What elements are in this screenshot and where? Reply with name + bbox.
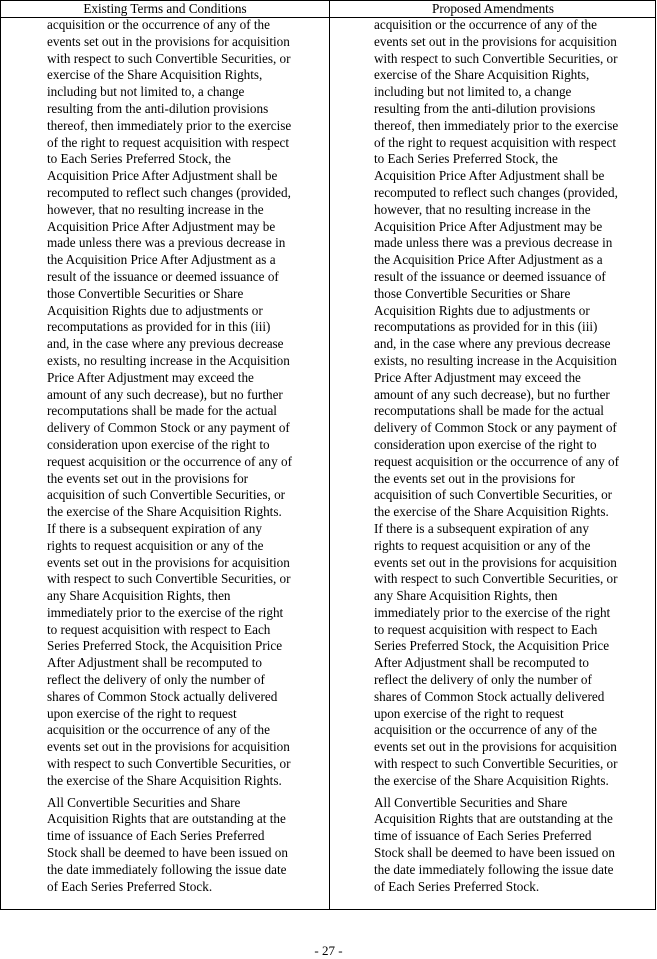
text-line: of Each Series Preferred Stock. [374,878,540,894]
text-line: recomputations as provided for in this (iii) [47,319,271,335]
text-line: result of the issuance or deemed issuance of [47,268,279,284]
text-line: exercise of the Share Acquisition Rights, [374,67,590,83]
text-line: events set out in the provisions for acquisition [47,554,290,570]
text-line: time of issuance of Each Series Preferred [47,828,265,844]
text-line: and, in the case where any previous decrease [47,336,284,352]
text-line: events set out in the provisions for acquisition [374,33,617,49]
text-line: events set out in the provisions for acquisition [374,554,617,570]
text-line: with respect to such Convertible Securities, or [47,50,291,66]
text-line: thereof, then immediately prior to the exercise [374,117,619,133]
text-line: the date immediately following the issue date [47,861,287,877]
text-line: amount of any such decrease), but no further [374,386,610,402]
text-line: Acquisition Price After Adjustment shall be [47,168,278,184]
text-line: immediately prior to the exercise of the right [47,604,284,620]
text-line: those Convertible Securities or Share [374,285,571,301]
text-line: After Adjustment shall be recomputed to [47,655,262,671]
text-line: recomputed to reflect such changes (provided, [47,184,291,200]
text-line: reflect the delivery of only the number of [374,672,592,688]
text-line: of the right to request acquisition with respect [374,134,617,150]
existing-terms-header: Existing Terms and Conditions [83,1,247,16]
text-line: acquisition or the occurrence of any of the [47,17,270,32]
text-line: the exercise of the Share Acquisition Rights. [374,504,609,520]
text-line: with respect to such Convertible Securities, or [47,571,291,587]
text-line: the events set out in the provisions for [374,470,576,486]
text-line: however, that no resulting increase in the [374,201,591,217]
text-line: made unless there was a previous decrease in [47,235,286,251]
text-line: recomputations as provided for in this (iii) [374,319,598,335]
text-line: Acquisition Rights that are outstanding at the [374,811,613,827]
text-line: acquisition or the occurrence of any of the [374,17,597,32]
text-line: the exercise of the Share Acquisition Rights. [47,504,282,520]
proposed-paragraph-2 [374,795,619,896]
text-line: After Adjustment shall be recomputed to [374,655,589,671]
text-line: the Acquisition Price After Adjustment as a [374,252,603,268]
text-line: the Acquisition Price After Adjustment as a [47,252,276,268]
text-line: to Each Series Preferred Stock, the [374,151,558,167]
text-line: consideration upon exercise of the right to [47,436,270,452]
text-line: with respect to such Convertible Securities, or [374,756,618,772]
text-line: thereof, then immediately prior to the exercise [47,117,292,133]
existing-paragraph-1 [47,17,292,790]
text-line: result of the issuance or deemed issuance of [374,268,606,284]
text-line: and, in the case where any previous decrease [374,336,611,352]
text-line: to request acquisition with respect to Each [374,621,598,637]
text-line: exercise of the Share Acquisition Rights, [47,67,263,83]
text-line: rights to request acquisition or any of the [374,537,591,553]
text-line: events set out in the provisions for acquisition [47,739,290,755]
text-line: Acquisition Price After Adjustment shall be [374,168,605,184]
text-line: with respect to such Convertible Securities, or [47,756,291,772]
text-line: Price After Adjustment may exceed the [374,369,581,385]
text-line: request acquisition or the occurrence of any of [47,453,292,469]
text-line: with respect to such Convertible Securities, or [374,571,618,587]
text-line: Series Preferred Stock, the Acquisition Price [47,638,283,654]
text-line: shares of Common Stock actually delivered [47,688,278,704]
text-line: events set out in the provisions for acquisition [374,739,617,755]
existing-paragraph-2 [47,795,292,896]
text-line: the date immediately following the issue date [374,861,614,877]
text-line: those Convertible Securities or Share [47,285,244,301]
text-line: If there is a subsequent expiration of any [374,520,589,536]
text-line: recomputed to reflect such changes (provided, [374,184,618,200]
text-line: any Share Acquisition Rights, then [47,588,231,604]
proposed-amendments-header: Proposed Amendments [432,1,554,16]
text-line: with respect to such Convertible Securities, or [374,50,618,66]
proposed-amendments-column [374,17,619,895]
text-line: of the right to request acquisition with respect [47,134,290,150]
text-line: acquisition of such Convertible Securities, or [47,487,286,503]
text-line: rights to request acquisition or any of the [47,537,264,553]
text-line: of Each Series Preferred Stock. [47,878,213,894]
text-line: the exercise of the Share Acquisition Rights. [47,772,282,788]
text-line: amount of any such decrease), but no further [47,386,283,402]
text-line: Acquisition Rights due to adjustments or [374,302,590,318]
text-line: All Convertible Securities and Share [374,794,568,810]
text-line: acquisition or the occurrence of any of the [374,722,597,738]
text-line: Series Preferred Stock, the Acquisition Price [374,638,610,654]
page-number: - 27 - [314,943,343,958]
text-line: to request acquisition with respect to Each [47,621,271,637]
text-line: the exercise of the Share Acquisition Rights. [374,772,609,788]
text-line: Stock shall be deemed to have been issued on [374,845,615,861]
text-line: resulting from the anti-dilution provisions [47,100,269,116]
text-line: time of issuance of Each Series Preferred [374,828,592,844]
text-line: however, that no resulting increase in the [47,201,264,217]
text-line: If there is a subsequent expiration of any [47,520,262,536]
text-line: exists, no resulting increase in the Acquisition [47,352,290,368]
text-line: to Each Series Preferred Stock, the [47,151,231,167]
existing-terms-column [47,17,292,895]
text-line: including but not limited to, a change [374,84,572,100]
text-line: including but not limited to, a change [47,84,245,100]
text-line: upon exercise of the right to request [47,705,237,721]
text-line: delivery of Common Stock or any payment of [374,420,617,436]
text-line: All Convertible Securities and Share [47,794,241,810]
text-line: Acquisition Rights due to adjustments or [47,302,263,318]
text-line: immediately prior to the exercise of the right [374,604,611,620]
text-line: events set out in the provisions for acquisition [47,33,290,49]
text-line: acquisition or the occurrence of any of the [47,722,270,738]
text-line: acquisition of such Convertible Securities, or [374,487,613,503]
text-line: recomputations shall be made for the actual [374,403,604,419]
text-line: shares of Common Stock actually delivered [374,688,605,704]
text-line: delivery of Common Stock or any payment of [47,420,290,436]
text-line: Acquisition Price After Adjustment may be [47,218,276,234]
text-line: the events set out in the provisions for [47,470,249,486]
text-line: exists, no resulting increase in the Acquisition [374,352,617,368]
text-line: upon exercise of the right to request [374,705,564,721]
text-line: request acquisition or the occurrence of any of [374,453,619,469]
column-divider [329,1,330,909]
text-line: reflect the delivery of only the number of [47,672,265,688]
text-line: Stock shall be deemed to have been issued on [47,845,288,861]
proposed-paragraph-1 [374,17,619,790]
text-line: resulting from the anti-dilution provisions [374,100,596,116]
text-line: recomputations shall be made for the actual [47,403,277,419]
text-line: any Share Acquisition Rights, then [374,588,558,604]
text-line: Acquisition Rights that are outstanding at the [47,811,286,827]
text-line: Acquisition Price After Adjustment may be [374,218,603,234]
text-line: consideration upon exercise of the right to [374,436,597,452]
text-line: Price After Adjustment may exceed the [47,369,254,385]
text-line: made unless there was a previous decrease in [374,235,613,251]
